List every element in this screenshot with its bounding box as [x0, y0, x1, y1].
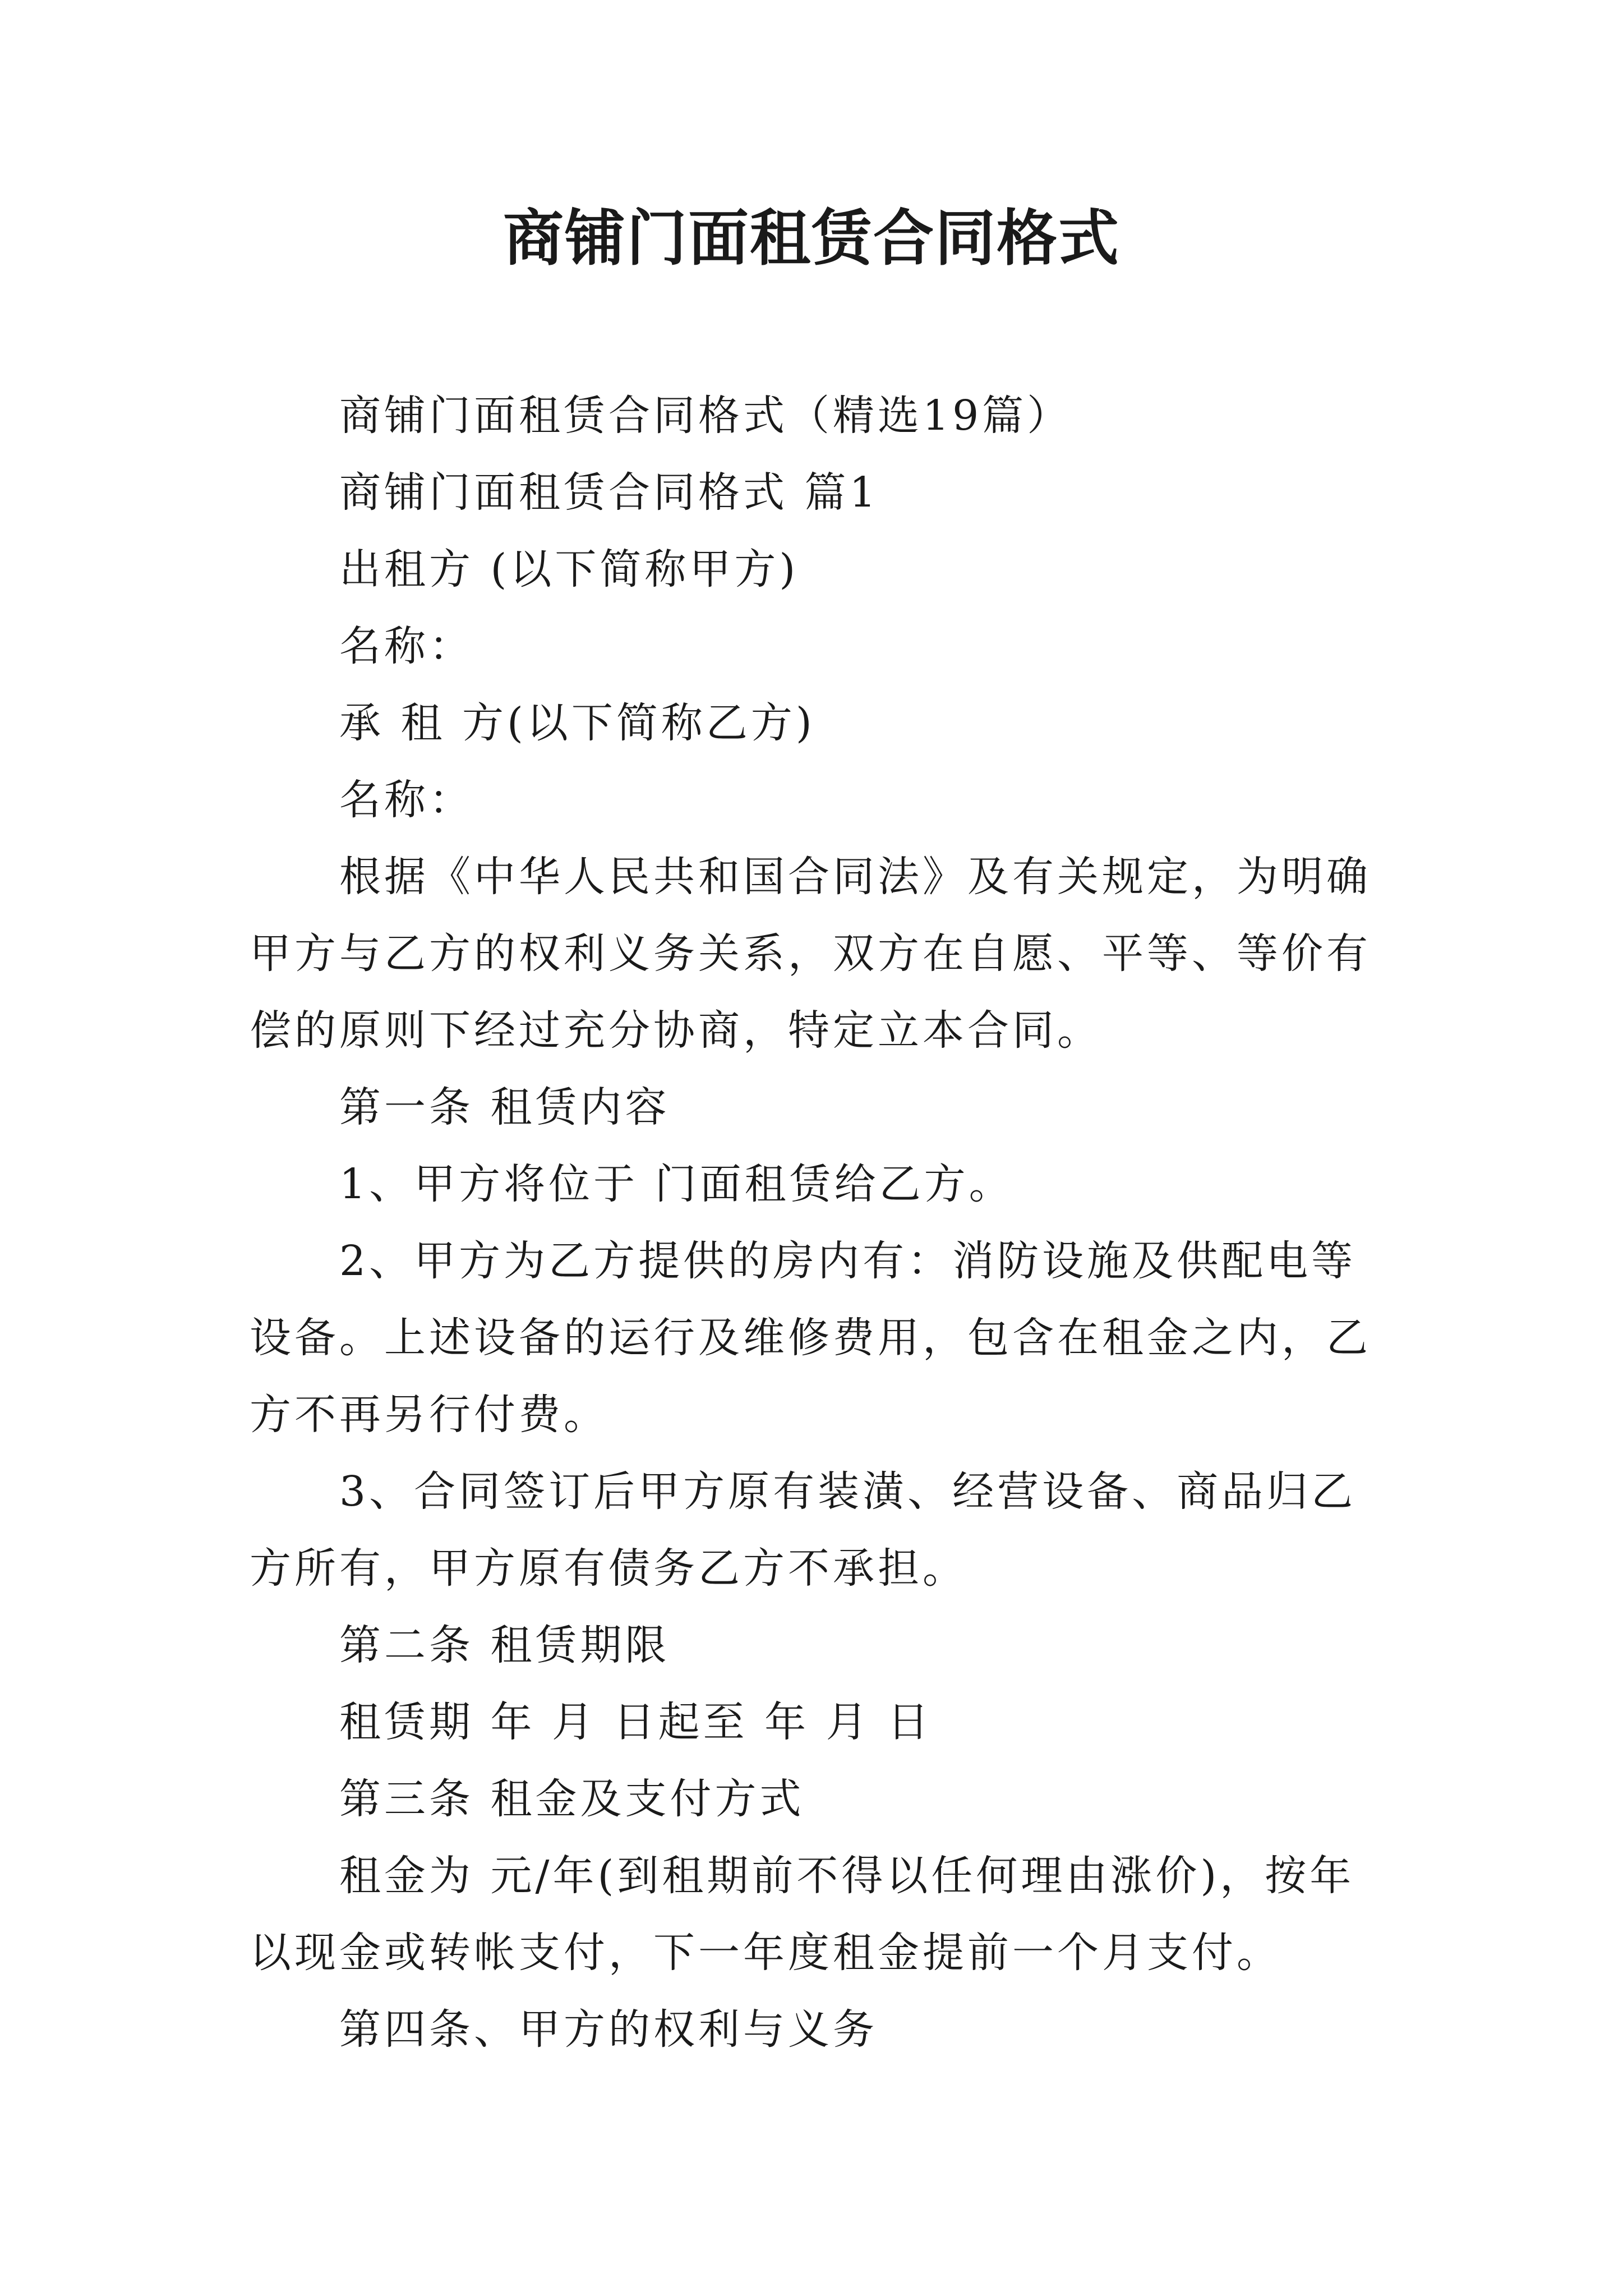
paragraph-clause-3-heading: 第三条 租金及支付方式 — [339, 1775, 805, 1823]
paragraph-clause-1-item-2: 2、甲方为乙方提供的房内有：消防设施及供配电等设备。上述设备的运行及维修费用，包含在租金之内，乙方不再另行付费。 — [250, 1237, 1371, 1439]
paragraph-lessee: 承 租 方(以下简称乙方) — [339, 699, 815, 747]
paragraph-collection-title: 商铺门面租赁合同格式（精选19篇） — [339, 392, 1072, 440]
paragraph-lessee-name: 名称： — [339, 776, 474, 824]
document-title: 商铺门面租赁合同格式 — [502, 203, 1120, 274]
paragraph-clause-2-heading: 第二条 租赁期限 — [339, 1621, 670, 1669]
paragraph-preamble: 根据《中华人民共和国合同法》及有关规定，为明确甲方与乙方的权利义务关系，双方在自愿、平等、等价有偿的原则下经过充分协商，特定立本合同。 — [250, 853, 1371, 1055]
paragraph-clause-4-heading: 第四条、甲方的权利与义务 — [339, 2005, 878, 2054]
paragraph-rent-terms: 租金为 元/年(到租期前不得以任何理由涨价)，按年以现金或转帐支付，下一年度租金提前一个月支付。 — [250, 1852, 1355, 1977]
paragraph-article-heading: 商铺门面租赁合同格式 篇1 — [339, 468, 879, 517]
paragraph-lessor-name: 名称： — [339, 622, 474, 670]
document-body — [250, 378, 1388, 2068]
paragraph-lease-period: 租赁期 年 月 日起至 年 月 日 — [339, 1698, 933, 1746]
paragraph-clause-1-item-1: 1、甲方将位于 门面租赁给乙方。 — [339, 1160, 1014, 1208]
paragraph-lessor: 出租方 (以下简称甲方) — [339, 545, 799, 593]
paragraph-clause-1-item-3: 3、合同签订后甲方原有装潢、经营设备、商品归乙方所有，甲方原有债务乙方不承担。 — [250, 1467, 1357, 1593]
paragraph-clause-1-heading: 第一条 租赁内容 — [339, 1083, 670, 1131]
